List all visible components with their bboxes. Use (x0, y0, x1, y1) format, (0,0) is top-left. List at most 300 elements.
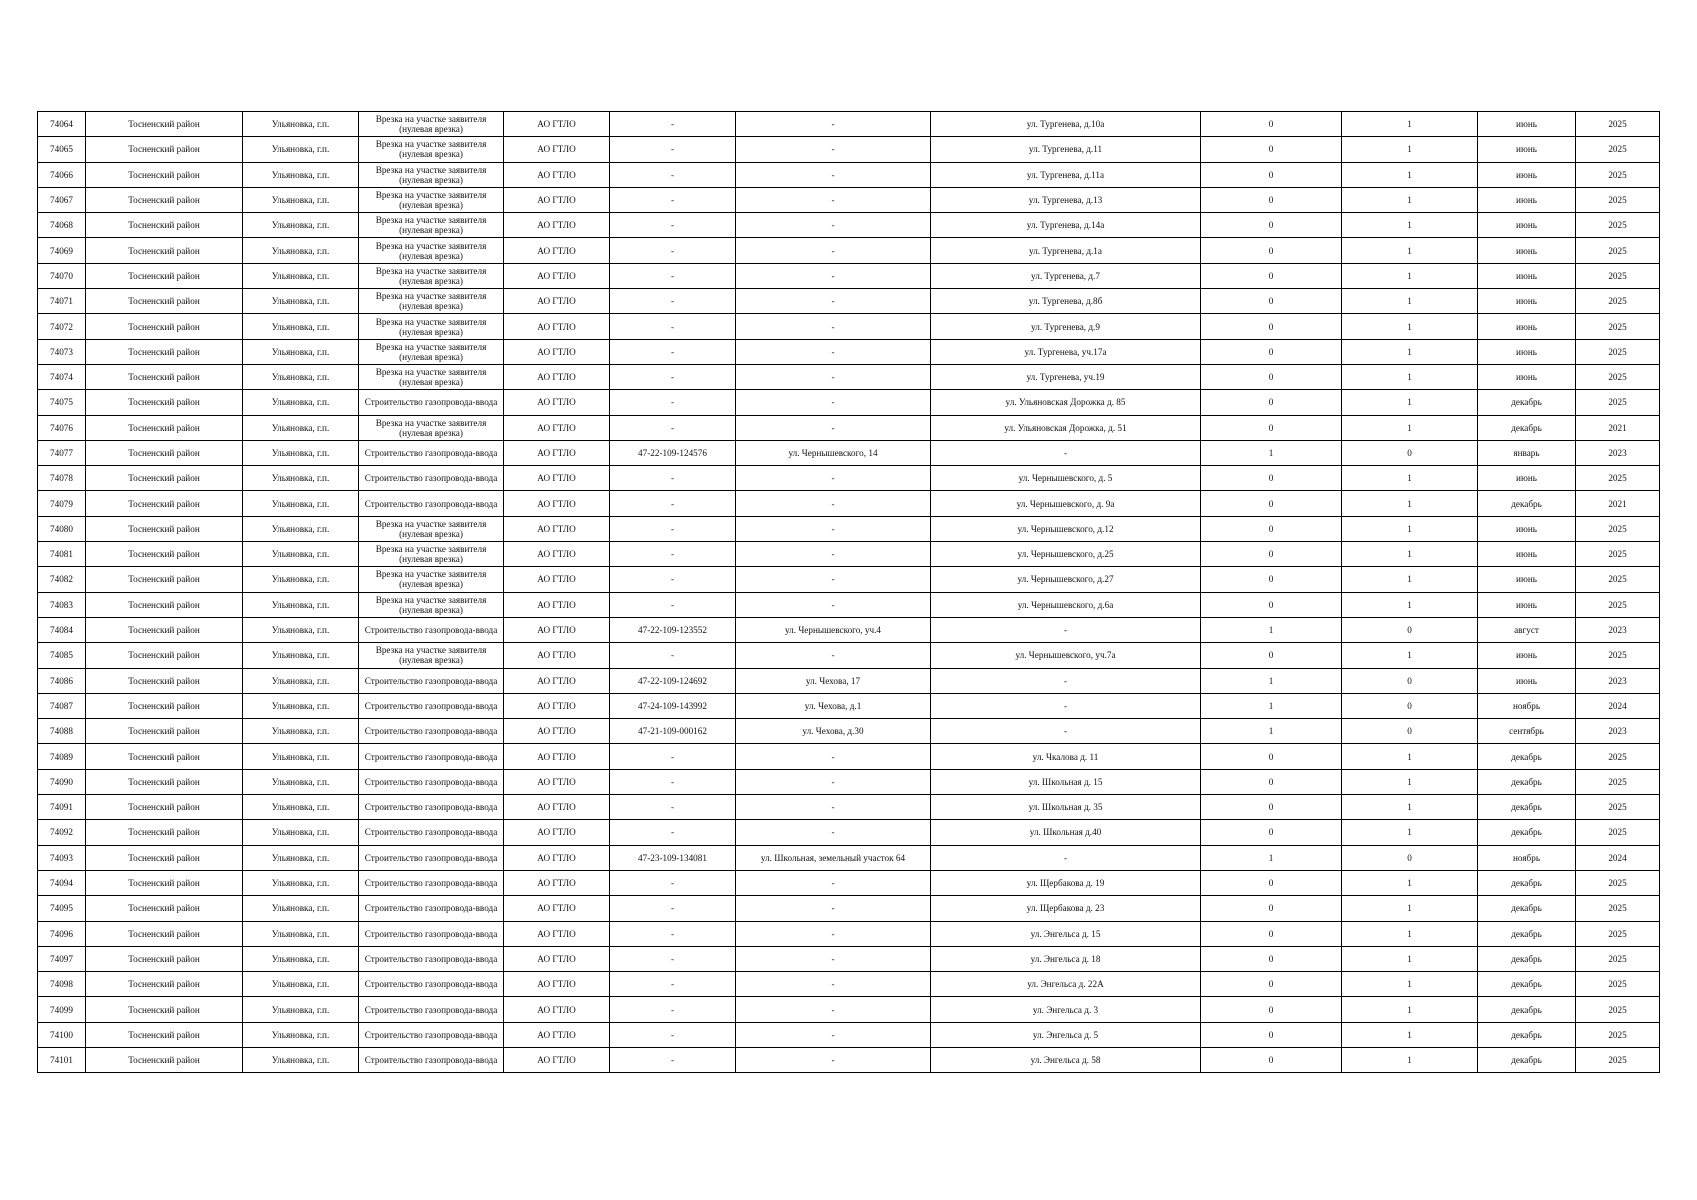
cell-count-a: 0 (1201, 491, 1342, 516)
cell-applicant-address: ул. Тургенева, д.14а (931, 213, 1201, 238)
cell-count-a: 0 (1201, 466, 1342, 491)
cell-object-address: - (736, 972, 931, 997)
cell-year: 2025 (1576, 972, 1660, 997)
cell-record-id: 74087 (38, 693, 86, 718)
cell-count-b: 1 (1342, 567, 1478, 592)
cell-object-address: - (736, 466, 931, 491)
cell-year: 2025 (1576, 870, 1660, 895)
cell-month: декабрь (1478, 744, 1576, 769)
cell-count-a: 1 (1201, 693, 1342, 718)
cell-organization: АО ГТЛО (504, 112, 610, 137)
cell-month: декабрь (1478, 870, 1576, 895)
cell-count-b: 1 (1342, 415, 1478, 440)
cell-month: декабрь (1478, 921, 1576, 946)
cell-object-address: - (736, 795, 931, 820)
cell-work-type: Строительство газопровода-ввода (359, 440, 504, 465)
cell-settlement: Ульяновка, г.п. (243, 795, 359, 820)
cell-count-a: 0 (1201, 415, 1342, 440)
cell-record-id: 74075 (38, 390, 86, 415)
cell-settlement: Ульяновка, г.п. (243, 162, 359, 187)
cell-year: 2025 (1576, 921, 1660, 946)
cell-month: июнь (1478, 592, 1576, 617)
table-row (38, 364, 1660, 389)
cell-settlement: Ульяновка, г.п. (243, 415, 359, 440)
cell-organization: АО ГТЛО (504, 162, 610, 187)
cell-cadastral-number: - (610, 263, 736, 288)
cell-applicant-address: - (931, 693, 1201, 718)
cell-count-b: 1 (1342, 162, 1478, 187)
cell-cadastral-number: - (610, 1022, 736, 1047)
data-table (37, 111, 1660, 1073)
cell-count-a: 0 (1201, 567, 1342, 592)
cell-record-id: 74094 (38, 870, 86, 895)
cell-month: июнь (1478, 668, 1576, 693)
cell-district: Тосненский район (86, 617, 243, 642)
cell-count-a: 0 (1201, 263, 1342, 288)
table-row (38, 1047, 1660, 1072)
cell-settlement: Ульяновка, г.п. (243, 592, 359, 617)
cell-object-address: - (736, 491, 931, 516)
table-row (38, 415, 1660, 440)
cell-applicant-address: ул. Чкалова д. 11 (931, 744, 1201, 769)
cell-object-address: - (736, 415, 931, 440)
cell-count-b: 1 (1342, 542, 1478, 567)
table-row (38, 845, 1660, 870)
table-row (38, 820, 1660, 845)
cell-month: ноябрь (1478, 845, 1576, 870)
cell-cadastral-number: - (610, 289, 736, 314)
cell-settlement: Ульяновка, г.п. (243, 466, 359, 491)
cell-organization: АО ГТЛО (504, 289, 610, 314)
cell-month: август (1478, 617, 1576, 642)
table-row (38, 946, 1660, 971)
cell-applicant-address: ул. Энгельса д. 15 (931, 921, 1201, 946)
cell-district: Тосненский район (86, 896, 243, 921)
table-row (38, 896, 1660, 921)
cell-applicant-address: ул. Ульяновская Дорожка, д. 51 (931, 415, 1201, 440)
table-row (38, 162, 1660, 187)
cell-applicant-address: ул. Школьная д.40 (931, 820, 1201, 845)
cell-district: Тосненский район (86, 592, 243, 617)
cell-count-a: 0 (1201, 542, 1342, 567)
cell-work-type: Врезка на участке заявителя (нулевая врезка) (359, 162, 504, 187)
cell-count-b: 0 (1342, 719, 1478, 744)
cell-year: 2025 (1576, 896, 1660, 921)
cell-district: Тосненский район (86, 795, 243, 820)
cell-year: 2025 (1576, 289, 1660, 314)
cell-cadastral-number: - (610, 314, 736, 339)
cell-work-type: Врезка на участке заявителя (нулевая врезка) (359, 213, 504, 238)
cell-record-id: 74090 (38, 769, 86, 794)
cell-work-type: Строительство газопровода-ввода (359, 946, 504, 971)
cell-district: Тосненский район (86, 415, 243, 440)
cell-settlement: Ульяновка, г.п. (243, 440, 359, 465)
cell-count-b: 1 (1342, 744, 1478, 769)
cell-cadastral-number: - (610, 390, 736, 415)
cell-organization: АО ГТЛО (504, 744, 610, 769)
cell-count-a: 1 (1201, 845, 1342, 870)
cell-count-b: 1 (1342, 339, 1478, 364)
cell-organization: АО ГТЛО (504, 693, 610, 718)
cell-count-a: 0 (1201, 972, 1342, 997)
cell-count-b: 1 (1342, 870, 1478, 895)
cell-record-id: 74078 (38, 466, 86, 491)
cell-month: декабрь (1478, 820, 1576, 845)
cell-count-b: 1 (1342, 314, 1478, 339)
cell-count-a: 0 (1201, 289, 1342, 314)
cell-count-a: 0 (1201, 339, 1342, 364)
cell-work-type: Врезка на участке заявителя (нулевая врезка) (359, 542, 504, 567)
cell-month: декабрь (1478, 1047, 1576, 1072)
table-row (38, 668, 1660, 693)
cell-applicant-address: ул. Чернышевского, д.12 (931, 516, 1201, 541)
table-row (38, 213, 1660, 238)
cell-cadastral-number: - (610, 112, 736, 137)
cell-year: 2024 (1576, 693, 1660, 718)
cell-record-id: 74080 (38, 516, 86, 541)
cell-record-id: 74086 (38, 668, 86, 693)
table-row (38, 263, 1660, 288)
cell-work-type: Строительство газопровода-ввода (359, 896, 504, 921)
cell-count-a: 0 (1201, 1047, 1342, 1072)
cell-district: Тосненский район (86, 466, 243, 491)
table-row (38, 870, 1660, 895)
cell-district: Тосненский район (86, 870, 243, 895)
cell-organization: АО ГТЛО (504, 263, 610, 288)
cell-district: Тосненский район (86, 263, 243, 288)
cell-object-address: ул. Школьная, земельный участок 64 (736, 845, 931, 870)
cell-settlement: Ульяновка, г.п. (243, 719, 359, 744)
cell-month: июнь (1478, 314, 1576, 339)
cell-applicant-address: ул. Щербакова д. 19 (931, 870, 1201, 895)
table-row (38, 440, 1660, 465)
cell-year: 2025 (1576, 795, 1660, 820)
cell-record-id: 74077 (38, 440, 86, 465)
cell-work-type: Строительство газопровода-ввода (359, 870, 504, 895)
cell-object-address: - (736, 820, 931, 845)
cell-month: июнь (1478, 137, 1576, 162)
cell-applicant-address: ул. Энгельса д. 5 (931, 1022, 1201, 1047)
cell-month: декабрь (1478, 390, 1576, 415)
cell-year: 2025 (1576, 820, 1660, 845)
cell-record-id: 74085 (38, 643, 86, 668)
cell-year: 2025 (1576, 137, 1660, 162)
cell-work-type: Строительство газопровода-ввода (359, 668, 504, 693)
cell-applicant-address: ул. Чернышевского, д.6а (931, 592, 1201, 617)
cell-record-id: 74096 (38, 921, 86, 946)
cell-cadastral-number: - (610, 643, 736, 668)
cell-district: Тосненский район (86, 440, 243, 465)
cell-object-address: - (736, 643, 931, 668)
cell-month: ноябрь (1478, 693, 1576, 718)
cell-month: июнь (1478, 466, 1576, 491)
cell-organization: АО ГТЛО (504, 668, 610, 693)
cell-district: Тосненский район (86, 339, 243, 364)
cell-object-address: - (736, 946, 931, 971)
cell-year: 2025 (1576, 112, 1660, 137)
cell-applicant-address: ул. Школьная д. 35 (931, 795, 1201, 820)
cell-cadastral-number: - (610, 972, 736, 997)
cell-count-a: 0 (1201, 516, 1342, 541)
cell-applicant-address: ул. Тургенева, д.8б (931, 289, 1201, 314)
cell-year: 2025 (1576, 238, 1660, 263)
cell-applicant-address: ул. Щербакова д. 23 (931, 896, 1201, 921)
cell-work-type: Строительство газопровода-ввода (359, 921, 504, 946)
cell-month: июнь (1478, 339, 1576, 364)
cell-record-id: 74101 (38, 1047, 86, 1072)
cell-count-b: 1 (1342, 238, 1478, 263)
cell-year: 2025 (1576, 744, 1660, 769)
cell-settlement: Ульяновка, г.п. (243, 289, 359, 314)
cell-count-a: 0 (1201, 870, 1342, 895)
cell-cadastral-number: - (610, 592, 736, 617)
cell-district: Тосненский район (86, 769, 243, 794)
cell-record-id: 74067 (38, 187, 86, 212)
cell-applicant-address: ул. Энгельса д. 18 (931, 946, 1201, 971)
cell-applicant-address: ул. Чернышевского, д.27 (931, 567, 1201, 592)
cell-object-address: ул. Чехова, д.1 (736, 693, 931, 718)
cell-district: Тосненский район (86, 213, 243, 238)
cell-settlement: Ульяновка, г.п. (243, 187, 359, 212)
table-row (38, 112, 1660, 137)
cell-year: 2025 (1576, 592, 1660, 617)
cell-cadastral-number: - (610, 516, 736, 541)
cell-object-address: - (736, 997, 931, 1022)
cell-organization: АО ГТЛО (504, 137, 610, 162)
cell-applicant-address: - (931, 440, 1201, 465)
cell-applicant-address: ул. Чернышевского, д. 5 (931, 466, 1201, 491)
cell-count-a: 1 (1201, 719, 1342, 744)
cell-applicant-address: - (931, 617, 1201, 642)
cell-district: Тосненский район (86, 972, 243, 997)
cell-count-b: 1 (1342, 896, 1478, 921)
cell-applicant-address: ул. Тургенева, д.11 (931, 137, 1201, 162)
cell-record-id: 74064 (38, 112, 86, 137)
cell-record-id: 74072 (38, 314, 86, 339)
cell-work-type: Строительство газопровода-ввода (359, 972, 504, 997)
cell-work-type: Врезка на участке заявителя (нулевая врезка) (359, 289, 504, 314)
cell-count-b: 0 (1342, 617, 1478, 642)
cell-count-a: 1 (1201, 440, 1342, 465)
cell-settlement: Ульяновка, г.п. (243, 617, 359, 642)
cell-year: 2025 (1576, 390, 1660, 415)
cell-year: 2025 (1576, 567, 1660, 592)
cell-settlement: Ульяновка, г.п. (243, 946, 359, 971)
cell-count-a: 0 (1201, 896, 1342, 921)
cell-district: Тосненский район (86, 390, 243, 415)
cell-record-id: 74095 (38, 896, 86, 921)
cell-cadastral-number: - (610, 415, 736, 440)
cell-year: 2021 (1576, 415, 1660, 440)
cell-year: 2023 (1576, 440, 1660, 465)
table-row (38, 289, 1660, 314)
cell-record-id: 74081 (38, 542, 86, 567)
cell-cadastral-number: - (610, 187, 736, 212)
cell-organization: АО ГТЛО (504, 769, 610, 794)
cell-count-b: 1 (1342, 643, 1478, 668)
cell-year: 2021 (1576, 491, 1660, 516)
cell-count-b: 1 (1342, 1047, 1478, 1072)
cell-organization: АО ГТЛО (504, 390, 610, 415)
cell-settlement: Ульяновка, г.п. (243, 820, 359, 845)
table-row (38, 238, 1660, 263)
cell-month: июнь (1478, 187, 1576, 212)
cell-count-b: 1 (1342, 516, 1478, 541)
cell-object-address: - (736, 921, 931, 946)
cell-count-b: 1 (1342, 972, 1478, 997)
cell-applicant-address: ул. Тургенева, д.7 (931, 263, 1201, 288)
cell-count-b: 1 (1342, 997, 1478, 1022)
table-row (38, 314, 1660, 339)
cell-count-b: 0 (1342, 440, 1478, 465)
cell-month: декабрь (1478, 1022, 1576, 1047)
cell-organization: АО ГТЛО (504, 921, 610, 946)
cell-count-b: 1 (1342, 491, 1478, 516)
cell-work-type: Врезка на участке заявителя (нулевая врезка) (359, 415, 504, 440)
cell-district: Тосненский район (86, 845, 243, 870)
cell-count-a: 0 (1201, 213, 1342, 238)
cell-settlement: Ульяновка, г.п. (243, 744, 359, 769)
cell-settlement: Ульяновка, г.п. (243, 567, 359, 592)
cell-year: 2025 (1576, 466, 1660, 491)
cell-work-type: Строительство газопровода-ввода (359, 617, 504, 642)
cell-settlement: Ульяновка, г.п. (243, 263, 359, 288)
cell-count-b: 1 (1342, 137, 1478, 162)
cell-object-address: - (736, 870, 931, 895)
cell-object-address: ул. Чехова, 17 (736, 668, 931, 693)
table-row (38, 1022, 1660, 1047)
cell-settlement: Ульяновка, г.п. (243, 870, 359, 895)
cell-settlement: Ульяновка, г.п. (243, 390, 359, 415)
cell-count-b: 1 (1342, 263, 1478, 288)
cell-record-id: 74099 (38, 997, 86, 1022)
cell-year: 2025 (1576, 339, 1660, 364)
table-row (38, 137, 1660, 162)
cell-month: декабрь (1478, 997, 1576, 1022)
cell-organization: АО ГТЛО (504, 972, 610, 997)
cell-object-address: - (736, 238, 931, 263)
cell-count-a: 0 (1201, 795, 1342, 820)
cell-count-b: 1 (1342, 820, 1478, 845)
cell-record-id: 74084 (38, 617, 86, 642)
cell-district: Тосненский район (86, 289, 243, 314)
cell-object-address: - (736, 137, 931, 162)
cell-month: июнь (1478, 567, 1576, 592)
cell-applicant-address: - (931, 845, 1201, 870)
table-row (38, 516, 1660, 541)
cell-applicant-address: - (931, 668, 1201, 693)
cell-object-address: - (736, 390, 931, 415)
cell-record-id: 74092 (38, 820, 86, 845)
cell-count-b: 1 (1342, 466, 1478, 491)
table-row (38, 719, 1660, 744)
cell-district: Тосненский район (86, 719, 243, 744)
cell-count-b: 1 (1342, 112, 1478, 137)
cell-organization: АО ГТЛО (504, 516, 610, 541)
cell-object-address: - (736, 162, 931, 187)
cell-record-id: 74083 (38, 592, 86, 617)
cell-cadastral-number: - (610, 238, 736, 263)
cell-month: июнь (1478, 213, 1576, 238)
cell-object-address: - (736, 314, 931, 339)
cell-object-address: - (736, 744, 931, 769)
cell-count-a: 0 (1201, 390, 1342, 415)
cell-month: июнь (1478, 263, 1576, 288)
cell-organization: АО ГТЛО (504, 213, 610, 238)
cell-applicant-address: ул. Школьная д. 15 (931, 769, 1201, 794)
cell-settlement: Ульяновка, г.п. (243, 1047, 359, 1072)
cell-count-b: 1 (1342, 946, 1478, 971)
cell-work-type: Строительство газопровода-ввода (359, 795, 504, 820)
cell-organization: АО ГТЛО (504, 870, 610, 895)
cell-settlement: Ульяновка, г.п. (243, 339, 359, 364)
cell-count-a: 0 (1201, 137, 1342, 162)
cell-month: июнь (1478, 162, 1576, 187)
cell-count-a: 0 (1201, 643, 1342, 668)
cell-record-id: 74076 (38, 415, 86, 440)
cell-month: июнь (1478, 289, 1576, 314)
cell-work-type: Строительство газопровода-ввода (359, 997, 504, 1022)
cell-cadastral-number: - (610, 567, 736, 592)
cell-month: июнь (1478, 643, 1576, 668)
cell-count-b: 0 (1342, 668, 1478, 693)
cell-organization: АО ГТЛО (504, 617, 610, 642)
cell-organization: АО ГТЛО (504, 542, 610, 567)
cell-object-address: - (736, 516, 931, 541)
cell-district: Тосненский район (86, 668, 243, 693)
cell-applicant-address: ул. Чернышевского, д.25 (931, 542, 1201, 567)
cell-year: 2023 (1576, 668, 1660, 693)
cell-record-id: 74088 (38, 719, 86, 744)
cell-year: 2025 (1576, 643, 1660, 668)
cell-settlement: Ульяновка, г.п. (243, 769, 359, 794)
cell-district: Тосненский район (86, 314, 243, 339)
cell-organization: АО ГТЛО (504, 719, 610, 744)
table-row (38, 997, 1660, 1022)
cell-organization: АО ГТЛО (504, 795, 610, 820)
cell-work-type: Врезка на участке заявителя (нулевая врезка) (359, 592, 504, 617)
cell-count-b: 1 (1342, 592, 1478, 617)
cell-applicant-address: ул. Тургенева, д.13 (931, 187, 1201, 212)
cell-year: 2025 (1576, 314, 1660, 339)
cell-settlement: Ульяновка, г.п. (243, 491, 359, 516)
cell-settlement: Ульяновка, г.п. (243, 516, 359, 541)
cell-count-a: 0 (1201, 112, 1342, 137)
cell-organization: АО ГТЛО (504, 415, 610, 440)
cell-applicant-address: ул. Тургенева, д.1а (931, 238, 1201, 263)
table-row (38, 466, 1660, 491)
cell-count-a: 0 (1201, 314, 1342, 339)
cell-record-id: 74098 (38, 972, 86, 997)
cell-applicant-address: ул. Тургенева, д.11а (931, 162, 1201, 187)
cell-object-address: ул. Чернышевского, уч.4 (736, 617, 931, 642)
cell-settlement: Ульяновка, г.п. (243, 364, 359, 389)
cell-count-a: 0 (1201, 1022, 1342, 1047)
cell-work-type: Строительство газопровода-ввода (359, 744, 504, 769)
cell-organization: АО ГТЛО (504, 845, 610, 870)
cell-district: Тосненский район (86, 744, 243, 769)
cell-organization: АО ГТЛО (504, 440, 610, 465)
cell-cadastral-number: - (610, 542, 736, 567)
table-row (38, 769, 1660, 794)
cell-settlement: Ульяновка, г.п. (243, 542, 359, 567)
table-row (38, 592, 1660, 617)
cell-record-id: 74066 (38, 162, 86, 187)
cell-district: Тосненский район (86, 693, 243, 718)
cell-settlement: Ульяновка, г.п. (243, 921, 359, 946)
cell-count-b: 1 (1342, 213, 1478, 238)
cell-organization: АО ГТЛО (504, 364, 610, 389)
